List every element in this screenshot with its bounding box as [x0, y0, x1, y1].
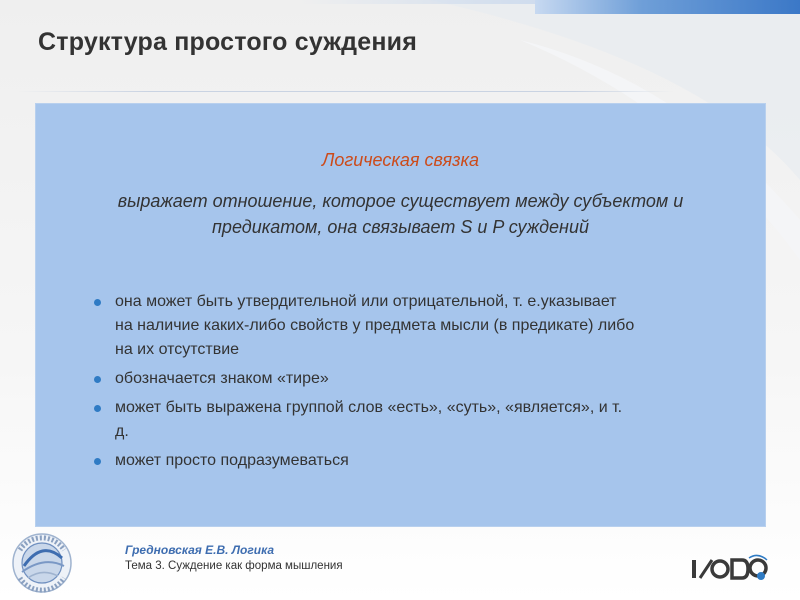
footer-author: Гредновская Е.В. Логика — [125, 543, 275, 557]
term-definition — [36, 188, 765, 240]
bullet-line: на их отсутствие — [115, 341, 240, 358]
internet-university-logo-icon — [8, 530, 76, 596]
bullet-line: д. — [115, 423, 129, 440]
slide-title: Структура простого суждения — [38, 28, 417, 56]
content-panel — [36, 104, 765, 526]
bullet-line: она может быть утвердительной или отрицательной, т. е.указывает — [115, 293, 617, 310]
bullet-item — [94, 449, 764, 473]
header-accent-bar — [535, 0, 800, 14]
bullet-item — [94, 396, 764, 444]
bullet-line: обозначается знаком «тире» — [115, 370, 329, 387]
bullet-item — [94, 367, 764, 391]
header-accent-line — [300, 0, 540, 4]
bullet-dot-icon — [94, 458, 101, 465]
bullet-item — [94, 290, 764, 362]
bullet-line: на наличие каких-либо свойств у предмета мысли (в предикате) либо — [115, 317, 635, 334]
bullet-line: может быть выражена группой слов «есть», «суть», «является», и т. — [115, 399, 623, 416]
definition-line: предикатом, она связывает S и P суждений — [212, 217, 589, 237]
term-heading: Логическая связка — [322, 150, 479, 170]
footer-topic: Тема 3. Суждение как форма мышления — [125, 560, 343, 572]
bullet-dot-icon — [94, 299, 101, 306]
definition-line: выражает отношение, которое существует между субъектом и — [117, 191, 684, 211]
title-divider — [18, 91, 673, 92]
iodo-logo-icon — [690, 554, 770, 584]
bullet-dot-icon — [94, 376, 101, 383]
bullet-line: может просто подразумеваться — [115, 452, 349, 469]
bullet-dot-icon — [94, 405, 101, 412]
bullet-list — [94, 290, 764, 478]
